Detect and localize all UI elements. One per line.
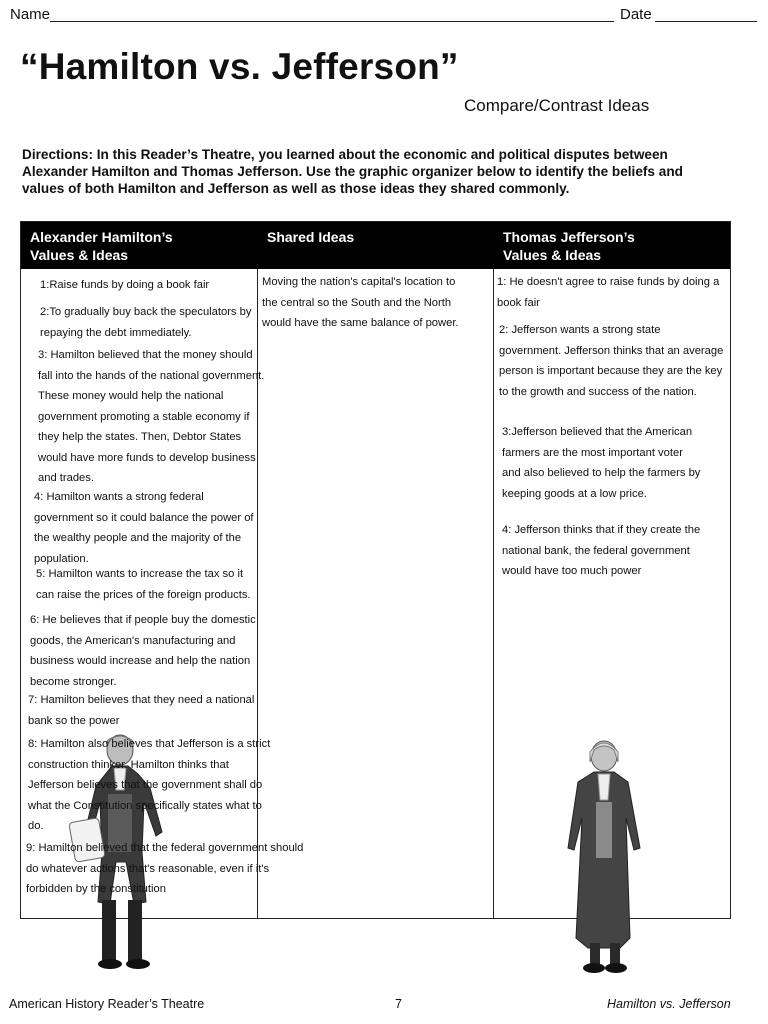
hamilton-item-8-line: construction thinker. Hamilton thinks that bbox=[28, 758, 229, 771]
footer-series-title: American History Reader’s Theatre bbox=[9, 997, 205, 1011]
hamilton-item-3-line: and trades. bbox=[38, 472, 94, 484]
date-field[interactable] bbox=[655, 21, 757, 22]
page-title: “Hamilton vs. Jefferson” bbox=[20, 46, 459, 87]
jefferson-item-3-line: 3:Jefferson believed that the American bbox=[502, 426, 693, 438]
organizer-header-bar bbox=[21, 222, 730, 269]
jefferson-item-3-line: and also believed to help the farmers by bbox=[502, 467, 701, 479]
jefferson-item-1 bbox=[497, 272, 719, 313]
hamilton-item-4-line: the wealthy people and the majority of the bbox=[34, 532, 242, 544]
hamilton-item-8-line: do. bbox=[28, 820, 44, 832]
column-header-hamilton-line1: Alexander Hamilton’s bbox=[30, 229, 173, 245]
jefferson-item-3 bbox=[502, 422, 700, 504]
hamilton-item-1 bbox=[40, 275, 209, 296]
hamilton-item-3-line: 3: Hamilton believed that the money should bbox=[38, 349, 253, 361]
name-field[interactable] bbox=[50, 21, 614, 22]
hamilton-item-4 bbox=[34, 487, 254, 569]
hamilton-item-3-line: they help the states. Then, Debtor States bbox=[38, 431, 242, 443]
hamilton-item-9-line: do whatever actions that's reasonable, even if it's bbox=[26, 862, 270, 875]
shared-item-1-line: Moving the nation's capital's location to bbox=[262, 276, 456, 288]
shared-item-1-line: would have the same balance of power. bbox=[262, 317, 459, 329]
column-header-hamilton bbox=[30, 228, 173, 264]
hamilton-item-2-line: 2:To gradually buy back the speculators by bbox=[40, 306, 252, 318]
jefferson-item-4-line: would have too much power bbox=[502, 565, 642, 577]
page-subtitle: Compare/Contrast Ideas bbox=[464, 96, 650, 115]
name-label: Name bbox=[10, 6, 51, 23]
hamilton-item-4-line: 4: Hamilton wants a strong federal bbox=[34, 491, 204, 503]
hamilton-item-3-line: fall into the hands of the national government. bbox=[38, 369, 265, 382]
hamilton-item-8 bbox=[28, 734, 270, 837]
hamilton-item-3-line: government promoting a stable economy if bbox=[38, 410, 250, 423]
hamilton-item-2 bbox=[40, 302, 251, 343]
shared-item-1-line: the central so the South and the North bbox=[262, 296, 452, 309]
hamilton-item-6 bbox=[30, 610, 256, 692]
hamilton-item-9-line: 9: Hamilton believed that the federal government should bbox=[26, 842, 304, 854]
shared-item-1 bbox=[262, 272, 459, 334]
column-header-jefferson-line2: Values & Ideas bbox=[503, 247, 602, 263]
jefferson-illustration bbox=[560, 738, 646, 976]
hamilton-item-7-line: bank so the power bbox=[28, 714, 120, 727]
column-header-shared-line1: Shared Ideas bbox=[267, 229, 355, 245]
jefferson-item-2-line: to the growth and success of the nation. bbox=[499, 385, 697, 398]
column-header-hamilton-line2: Values & Ideas bbox=[30, 247, 129, 263]
hamilton-item-2-line: repaying the debt immediately. bbox=[40, 326, 192, 339]
hamilton-item-5-line: can raise the prices of the foreign products. bbox=[36, 588, 251, 601]
hamilton-item-9-line: forbidden by the constitution bbox=[26, 883, 166, 895]
jefferson-item-2-line: person is important because they are the key bbox=[499, 365, 723, 377]
hamilton-item-4-line: population. bbox=[34, 552, 89, 565]
hamilton-item-6-line: goods, the American's manufacturing and bbox=[30, 634, 236, 647]
jefferson-item-3-line: keeping goods at a low price. bbox=[502, 487, 647, 500]
column-header-jefferson bbox=[503, 228, 635, 264]
hamilton-item-8-line: 8: Hamilton also believes that Jefferson is a strict bbox=[28, 738, 271, 750]
footer-play-title: Hamilton vs. Jefferson bbox=[607, 997, 731, 1011]
date-label: Date bbox=[620, 6, 652, 23]
hamilton-item-7-line: 7: Hamilton believes that they need a national bbox=[28, 694, 255, 706]
hamilton-item-6-line: business would increase and help the nation bbox=[30, 655, 251, 667]
jefferson-item-4-line: 4: Jefferson thinks that if they create the bbox=[502, 524, 701, 536]
jefferson-item-4 bbox=[502, 520, 700, 582]
hamilton-item-3 bbox=[38, 345, 264, 489]
jefferson-item-1-line: book fair bbox=[497, 296, 540, 309]
hamilton-item-3-line: would have more funds to develop business bbox=[38, 451, 256, 464]
hamilton-item-5 bbox=[36, 564, 251, 605]
hamilton-item-7 bbox=[28, 690, 254, 731]
column-divider-2 bbox=[493, 269, 494, 919]
jefferson-item-3-line: farmers are the most important voter bbox=[502, 446, 683, 459]
hamilton-item-3-line: These money would help the national bbox=[38, 390, 224, 402]
hamilton-item-6-line: 6: He believes that if people buy the domestic bbox=[30, 614, 256, 626]
column-header-shared bbox=[267, 228, 354, 246]
jefferson-item-2-line: 2: Jefferson wants a strong state bbox=[499, 324, 661, 336]
jefferson-item-2-line: government. Jefferson thinks that an average bbox=[499, 344, 724, 357]
column-header-jefferson-line1: Thomas Jefferson’s bbox=[503, 229, 635, 245]
page-number: 7 bbox=[395, 997, 402, 1011]
jefferson-item-4-line: national bank, the federal government bbox=[502, 544, 690, 557]
jefferson-item-1-line: 1: He doesn't agree to raise funds by doing a bbox=[497, 276, 720, 288]
hamilton-item-9 bbox=[26, 838, 303, 900]
hamilton-item-8-line: what the Constitution specifically states what to bbox=[28, 799, 262, 812]
hamilton-item-1-line: 1:Raise funds by doing a book fair bbox=[40, 279, 210, 291]
hamilton-item-6-line: become stronger. bbox=[30, 675, 117, 688]
hamilton-item-8-line: Jefferson believes that the government shall do bbox=[28, 779, 263, 791]
directions-text: Directions: In this Reader’s Theatre, you learned about the economic and political disputes between Alexander Hamilton and Thomas Jefferson. Use the graphic organizer below to identify the beliefs and values of both Hamilton and Jefferson as well as those ideas they shared commonly. bbox=[22, 147, 683, 196]
hamilton-item-4-line: government so it could balance the power of bbox=[34, 511, 254, 524]
hamilton-item-5-line: 5: Hamilton wants to increase the tax so it bbox=[36, 568, 244, 580]
jefferson-item-2 bbox=[499, 320, 723, 402]
